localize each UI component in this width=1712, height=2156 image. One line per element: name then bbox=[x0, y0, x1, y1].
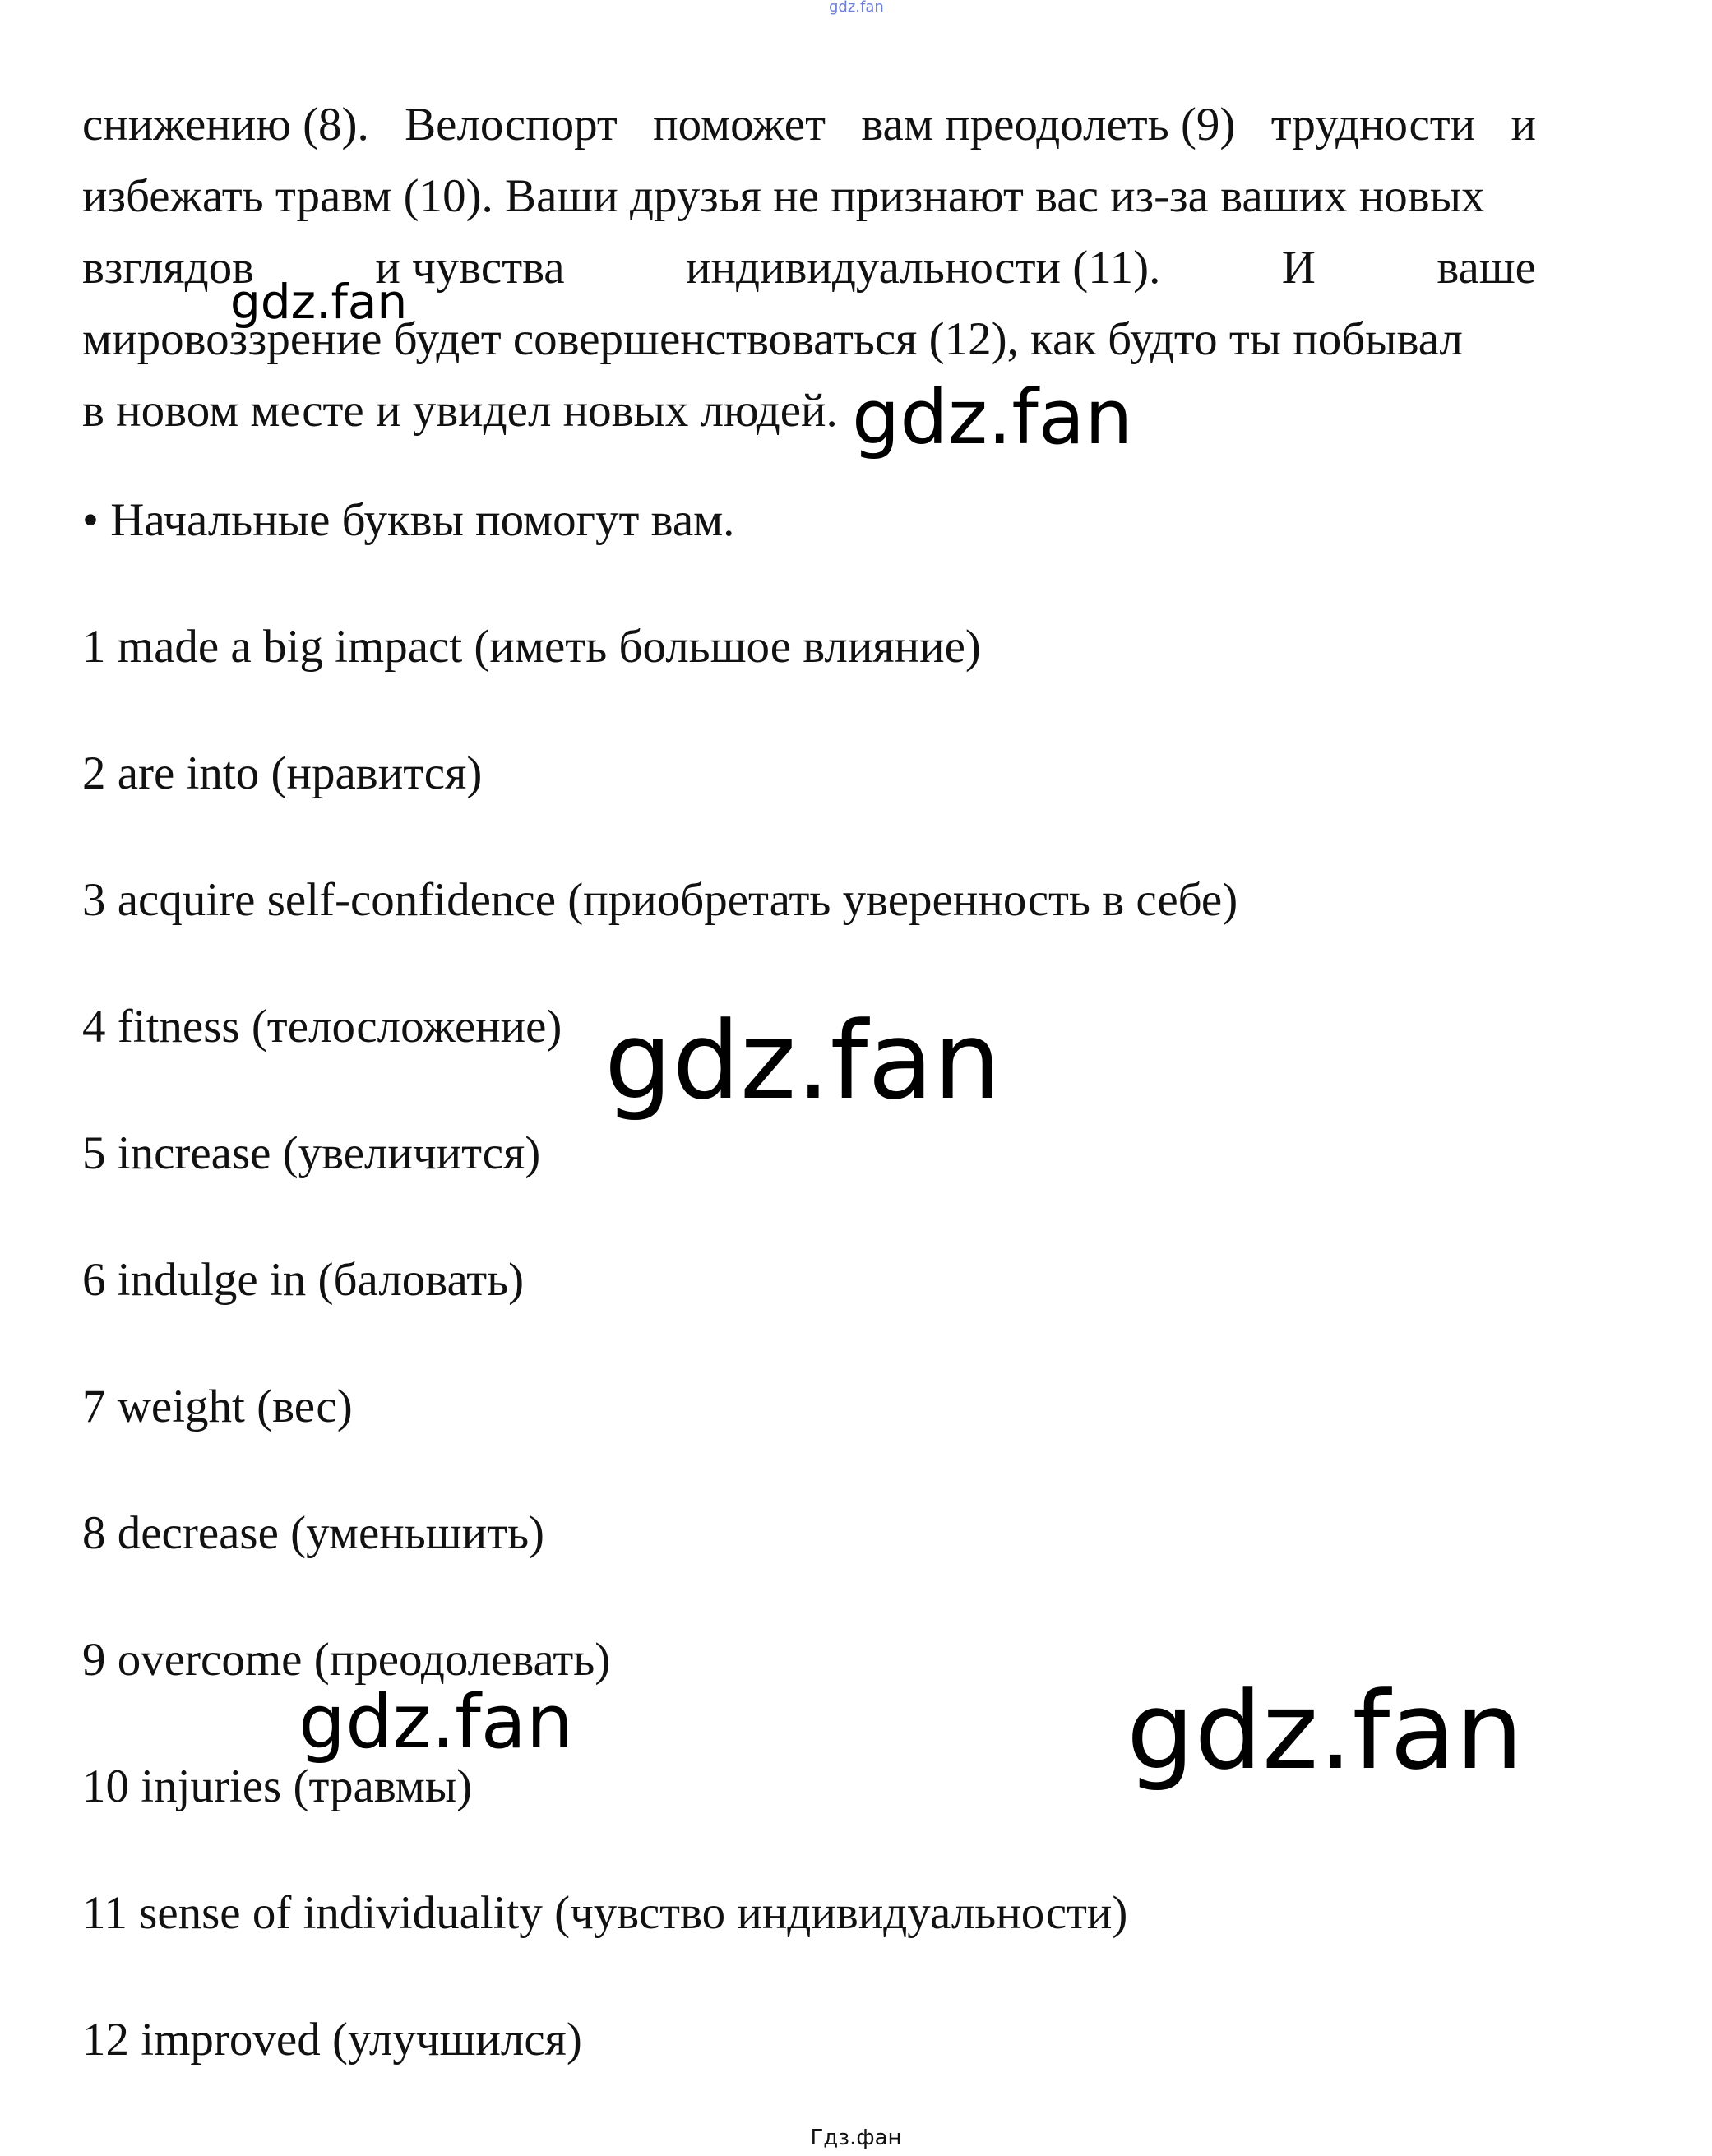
paragraph-line-2: избежать травм (10). Ваши друзья не признают вас из-за ваших новых bbox=[82, 170, 1485, 222]
list-item: 8 decrease (уменьшить) bbox=[82, 1507, 545, 1559]
list-item: 6 indulge in (баловать) bbox=[82, 1254, 525, 1306]
paragraph-word: поможет bbox=[653, 99, 826, 150]
watermark: gdz.fan bbox=[298, 1679, 573, 1765]
paragraph-line-4: мировоззрение будет совершенствоваться (12), как будто ты побывал bbox=[82, 313, 1463, 365]
list-item: 5 increase (увеличится) bbox=[82, 1127, 541, 1179]
paragraph-word: индивидуальности (11). bbox=[685, 242, 1161, 294]
paragraph-word: ваше bbox=[1437, 242, 1536, 294]
paragraph-line-5: в новом месте и увидел новых людей. bbox=[82, 385, 838, 437]
list-item: 9 overcome (преодолевать) bbox=[82, 1634, 611, 1686]
list-item: 4 fitness (телосложение) bbox=[82, 1001, 562, 1053]
list-item: 10 injuries (травмы) bbox=[82, 1760, 473, 1812]
paragraph-word: и чувства bbox=[375, 242, 565, 294]
paragraph-line-1 bbox=[82, 89, 1536, 160]
paragraph-word: взглядов bbox=[82, 242, 254, 294]
list-item: 3 acquire self-confidence (приобретать уверенность в себе) bbox=[82, 874, 1238, 926]
list-item: 1 made a big impact (иметь большое влияние) bbox=[82, 621, 981, 673]
hint-text: • Начальные буквы помогут вам. bbox=[82, 494, 735, 546]
paragraph-word: трудности bbox=[1270, 99, 1476, 150]
watermark: gdz.fan bbox=[1127, 1668, 1524, 1793]
paragraph-word: вам преодолеть (9) bbox=[861, 99, 1236, 150]
paragraph-word: снижению (8). bbox=[82, 99, 369, 150]
paragraph-word: И bbox=[1281, 242, 1316, 294]
watermark: gdz.fan bbox=[852, 373, 1133, 461]
watermark: gdz.fan bbox=[230, 274, 408, 330]
paragraph-word: Велоспорт bbox=[405, 99, 618, 150]
watermark: gdz.fan bbox=[604, 998, 1002, 1123]
watermark-top: gdz.fan bbox=[829, 0, 884, 16]
list-item: 2 are into (нравится) bbox=[82, 747, 483, 799]
paragraph-word: и bbox=[1511, 99, 1536, 150]
list-item: 11 sense of individuality (чувство индивидуальности) bbox=[82, 1887, 1128, 1939]
list-item: 12 improved (улучшился) bbox=[82, 2014, 582, 2066]
list-item: 7 weight (вес) bbox=[82, 1381, 353, 1432]
page-footer: Гдз.фан bbox=[810, 2126, 902, 2150]
